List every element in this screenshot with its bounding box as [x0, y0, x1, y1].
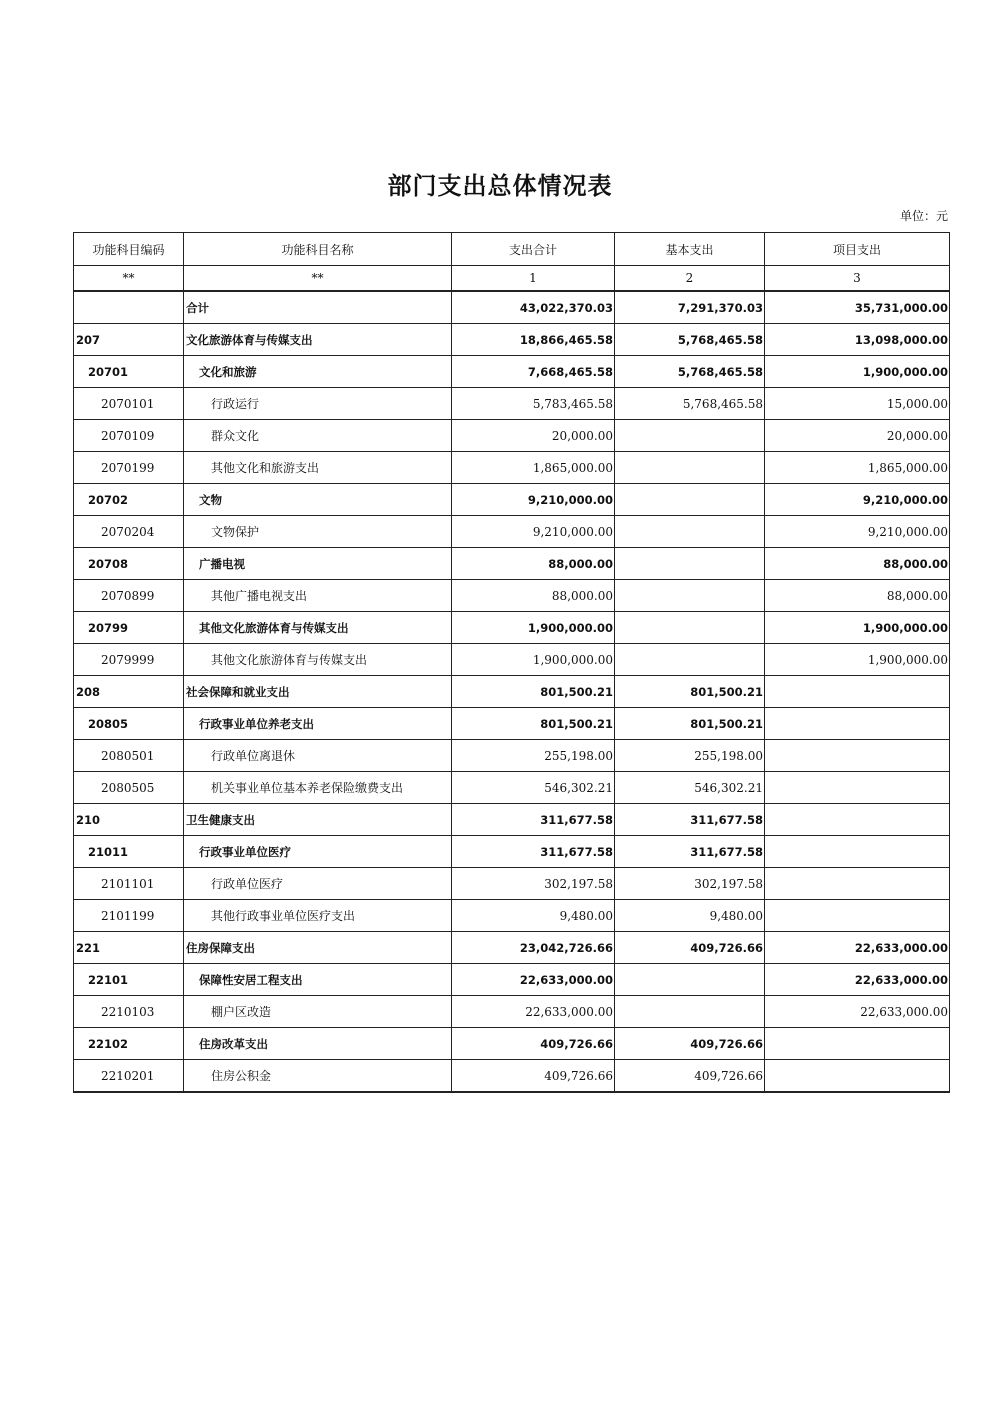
subject-name-cell: 文物保护 [184, 516, 452, 548]
project-expenditure-cell: 15,000.00 [765, 388, 950, 420]
table-row [74, 740, 950, 772]
table-row [74, 548, 950, 580]
project-expenditure-cell: 1,900,000.00 [765, 612, 950, 644]
total-expenditure-cell: 22,633,000.00 [452, 964, 615, 996]
total-expenditure-cell: 255,198.00 [452, 740, 615, 772]
project-expenditure-cell: 35,731,000.00 [765, 291, 950, 324]
subject-name-cell: 行政单位离退休 [184, 740, 452, 772]
subject-code-cell: 2070101 [74, 388, 184, 420]
project-expenditure-cell: 88,000.00 [765, 580, 950, 612]
project-expenditure-cell [765, 740, 950, 772]
total-expenditure-cell: 1,865,000.00 [452, 452, 615, 484]
subject-name-cell: 文化旅游体育与传媒支出 [184, 324, 452, 356]
project-expenditure-cell: 1,900,000.00 [765, 356, 950, 388]
table-row [74, 420, 950, 452]
basic-expenditure-cell: 7,291,370.03 [615, 291, 765, 324]
subject-code-cell: 2070199 [74, 452, 184, 484]
subject-name-cell: 群众文化 [184, 420, 452, 452]
basic-expenditure-cell: 801,500.21 [615, 676, 765, 708]
index-cell: 3 [765, 266, 950, 292]
table-row [74, 804, 950, 836]
basic-expenditure-cell [615, 484, 765, 516]
project-expenditure-cell [765, 708, 950, 740]
unit-label: 单位：元 [899, 209, 948, 223]
project-expenditure-cell: 1,900,000.00 [765, 644, 950, 676]
subject-code-cell: 221 [74, 932, 184, 964]
total-expenditure-cell: 20,000.00 [452, 420, 615, 452]
basic-expenditure-cell: 311,677.58 [615, 836, 765, 868]
subject-code-cell: 20702 [74, 484, 184, 516]
total-expenditure-cell: 22,633,000.00 [452, 996, 615, 1028]
expenditure-table [73, 232, 950, 1093]
project-expenditure-cell [765, 900, 950, 932]
subject-name-cell: 其他广播电视支出 [184, 580, 452, 612]
subject-code-cell: 20799 [74, 612, 184, 644]
table-row [74, 644, 950, 676]
total-expenditure-cell: 801,500.21 [452, 708, 615, 740]
subject-name-cell: 保障性安居工程支出 [184, 964, 452, 996]
table-row [74, 291, 950, 324]
table-row [74, 836, 950, 868]
subject-code-cell: 2070899 [74, 580, 184, 612]
subject-code-cell: 2079999 [74, 644, 184, 676]
column-header-project: 项目支出 [765, 233, 950, 266]
table-row [74, 580, 950, 612]
basic-expenditure-cell: 9,480.00 [615, 900, 765, 932]
column-header-code: 功能科目编码 [74, 233, 184, 266]
subject-code-cell: 2070204 [74, 516, 184, 548]
subject-code-cell: 20701 [74, 356, 184, 388]
total-expenditure-cell: 9,210,000.00 [452, 484, 615, 516]
table-row [74, 356, 950, 388]
total-expenditure-cell: 9,480.00 [452, 900, 615, 932]
subject-code-cell: 21011 [74, 836, 184, 868]
table-row [74, 516, 950, 548]
table-row [74, 900, 950, 932]
table-row [74, 964, 950, 996]
subject-code-cell: 2080505 [74, 772, 184, 804]
total-expenditure-cell: 88,000.00 [452, 548, 615, 580]
column-header-name: 功能科目名称 [184, 233, 452, 266]
basic-expenditure-cell: 302,197.58 [615, 868, 765, 900]
subject-name-cell: 住房改革支出 [184, 1028, 452, 1060]
table-row [74, 996, 950, 1028]
basic-expenditure-cell: 5,768,465.58 [615, 356, 765, 388]
subject-name-cell: 其他文化旅游体育与传媒支出 [184, 612, 452, 644]
subject-name-cell: 棚户区改造 [184, 996, 452, 1028]
total-expenditure-cell: 311,677.58 [452, 836, 615, 868]
project-expenditure-cell: 9,210,000.00 [765, 484, 950, 516]
subject-code-cell: 22101 [74, 964, 184, 996]
table-row [74, 676, 950, 708]
basic-expenditure-cell: 5,768,465.58 [615, 324, 765, 356]
column-header-total: 支出合计 [452, 233, 615, 266]
basic-expenditure-cell: 409,726.66 [615, 932, 765, 964]
index-cell: ** [184, 266, 452, 292]
subject-code-cell [74, 291, 184, 324]
table-row [74, 708, 950, 740]
subject-code-cell: 20708 [74, 548, 184, 580]
table-row [74, 484, 950, 516]
basic-expenditure-cell [615, 964, 765, 996]
index-cell: 2 [615, 266, 765, 292]
project-expenditure-cell [765, 836, 950, 868]
header-row [74, 233, 950, 266]
project-expenditure-cell [765, 772, 950, 804]
index-cell: 1 [452, 266, 615, 292]
total-expenditure-cell: 23,042,726.66 [452, 932, 615, 964]
subject-code-cell: 210 [74, 804, 184, 836]
subject-code-cell: 22102 [74, 1028, 184, 1060]
subject-name-cell: 行政单位医疗 [184, 868, 452, 900]
table-row [74, 452, 950, 484]
subject-name-cell: 行政运行 [184, 388, 452, 420]
subject-name-cell: 其他行政事业单位医疗支出 [184, 900, 452, 932]
total-expenditure-cell: 1,900,000.00 [452, 644, 615, 676]
project-expenditure-cell: 22,633,000.00 [765, 964, 950, 996]
subject-code-cell: 2210201 [74, 1060, 184, 1093]
basic-expenditure-cell: 801,500.21 [615, 708, 765, 740]
subject-code-cell: 207 [74, 324, 184, 356]
total-expenditure-cell: 1,900,000.00 [452, 612, 615, 644]
table-row [74, 772, 950, 804]
subject-name-cell: 住房保障支出 [184, 932, 452, 964]
subject-name-cell: 文化和旅游 [184, 356, 452, 388]
table-row [74, 932, 950, 964]
column-header-basic: 基本支出 [615, 233, 765, 266]
total-expenditure-cell: 9,210,000.00 [452, 516, 615, 548]
total-expenditure-cell: 7,668,465.58 [452, 356, 615, 388]
project-expenditure-cell: 1,865,000.00 [765, 452, 950, 484]
subject-name-cell: 合计 [184, 291, 452, 324]
basic-expenditure-cell: 255,198.00 [615, 740, 765, 772]
total-expenditure-cell: 88,000.00 [452, 580, 615, 612]
subject-name-cell: 广播电视 [184, 548, 452, 580]
index-cell: ** [74, 266, 184, 292]
subject-name-cell: 文物 [184, 484, 452, 516]
project-expenditure-cell: 22,633,000.00 [765, 932, 950, 964]
basic-expenditure-cell: 5,768,465.58 [615, 388, 765, 420]
basic-expenditure-cell [615, 548, 765, 580]
basic-expenditure-cell [615, 996, 765, 1028]
total-expenditure-cell: 302,197.58 [452, 868, 615, 900]
subject-name-cell: 住房公积金 [184, 1060, 452, 1093]
basic-expenditure-cell: 409,726.66 [615, 1028, 765, 1060]
project-expenditure-cell [765, 1028, 950, 1060]
basic-expenditure-cell [615, 612, 765, 644]
project-expenditure-cell [765, 804, 950, 836]
basic-expenditure-cell [615, 420, 765, 452]
total-expenditure-cell: 409,726.66 [452, 1028, 615, 1060]
project-expenditure-cell [765, 1060, 950, 1093]
table-row [74, 612, 950, 644]
project-expenditure-cell [765, 676, 950, 708]
total-expenditure-cell: 801,500.21 [452, 676, 615, 708]
basic-expenditure-cell: 311,677.58 [615, 804, 765, 836]
subject-name-cell: 卫生健康支出 [184, 804, 452, 836]
subject-name-cell: 机关事业单位基本养老保险缴费支出 [184, 772, 452, 804]
project-expenditure-cell: 13,098,000.00 [765, 324, 950, 356]
total-expenditure-cell: 43,022,370.03 [452, 291, 615, 324]
project-expenditure-cell [765, 868, 950, 900]
project-expenditure-cell: 9,210,000.00 [765, 516, 950, 548]
basic-expenditure-cell: 409,726.66 [615, 1060, 765, 1093]
total-expenditure-cell: 409,726.66 [452, 1060, 615, 1093]
subject-name-cell: 行政事业单位医疗 [184, 836, 452, 868]
table-row [74, 324, 950, 356]
table-row [74, 1060, 950, 1093]
subject-name-cell: 其他文化旅游体育与传媒支出 [184, 644, 452, 676]
total-expenditure-cell: 546,302.21 [452, 772, 615, 804]
subject-code-cell: 2080501 [74, 740, 184, 772]
subject-code-cell: 2070109 [74, 420, 184, 452]
subject-code-cell: 208 [74, 676, 184, 708]
project-expenditure-cell: 88,000.00 [765, 548, 950, 580]
total-expenditure-cell: 18,866,465.58 [452, 324, 615, 356]
project-expenditure-cell: 22,633,000.00 [765, 996, 950, 1028]
total-expenditure-cell: 5,783,465.58 [452, 388, 615, 420]
total-expenditure-cell: 311,677.58 [452, 804, 615, 836]
basic-expenditure-cell [615, 516, 765, 548]
basic-expenditure-cell [615, 644, 765, 676]
subject-code-cell: 2101101 [74, 868, 184, 900]
basic-expenditure-cell [615, 452, 765, 484]
table-row [74, 1028, 950, 1060]
subject-code-cell: 20805 [74, 708, 184, 740]
basic-expenditure-cell: 546,302.21 [615, 772, 765, 804]
table-row [74, 388, 950, 420]
index-row [74, 266, 950, 292]
subject-name-cell: 行政事业单位养老支出 [184, 708, 452, 740]
subject-code-cell: 2210103 [74, 996, 184, 1028]
page-title: 部门支出总体情况表 [387, 172, 613, 200]
table-row [74, 868, 950, 900]
subject-name-cell: 其他文化和旅游支出 [184, 452, 452, 484]
project-expenditure-cell: 20,000.00 [765, 420, 950, 452]
subject-code-cell: 2101199 [74, 900, 184, 932]
table-body [74, 291, 950, 1092]
subject-name-cell: 社会保障和就业支出 [184, 676, 452, 708]
basic-expenditure-cell [615, 580, 765, 612]
